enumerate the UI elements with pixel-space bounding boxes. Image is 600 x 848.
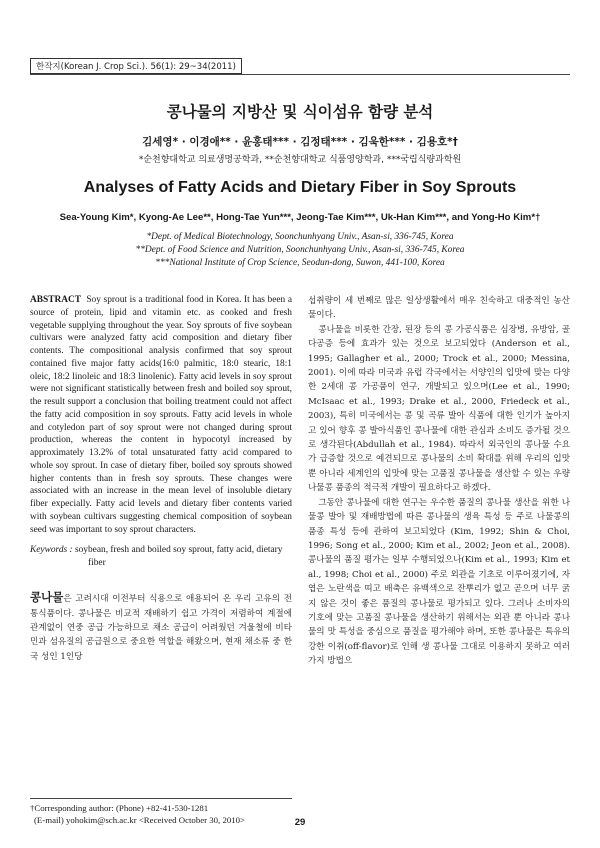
keywords-label: Keywords : (30, 545, 73, 556)
keywords-text: soybean, fresh and boiled soy sprout, fatty acid, dietary fiber (74, 545, 283, 569)
authors-korean: 김세영* · 이경애** · 윤홍태*** · 김정태*** · 김욱한*** · 김용호*† (142, 136, 458, 148)
body-paragraph: 콩나물을 비롯한 간장, 된장 등의 콩 가공식품은 심장병, 유방암, 골다공증 등에 효과가 있는 것으로 보고되었다 (Anderson et al., 1995; Gallagher et al., 2000; Trock et al., 2000; Messina, 2001). 이에 따라 미국과 유럽 각국에서는 서양인의 입맛에 맞는 다양한 2세대 콩 가공품이 연구, 개발되고 있으며(Lee et al., 1990; McIsaac et al., 1993; Drake et al., 2000, Friedeck et al., 2003), 특히 미국에서는 콩 및 곡류 발아 식품에 대한 인기가 높아지고 있어 향후 콩 발아식품인 콩나물에 대한 관심과 소비도 증가될 것으로 생각된다(Abdullah et al., 1984). 따라서 외국인의 콩나물 수요가 급증할 것으로 예견되므로 콩나물의 소비 확대를 위해 우리의 입맛 뿐 아니라 세계인의 입맛에 맞는 고품질 콩나물을 생산할 수 있는 우량 나물콩 품종의 적극적 개발이 필요하다고 하겠다. (308, 324, 570, 494)
footnote-corresponding: †Corresponding author: (Phone) +82-41-530-1281 (30, 803, 209, 813)
right-column (308, 294, 570, 669)
body-paragraph: 그동안 콩나물에 대한 연구는 우수한 품질의 콩나물 생산을 위한 나물콩 발아 및 재배방법에 따른 콩나물의 생육 특성 등 주로 나물콩의 품종 특성 등에 관하여 보고되었다 (Kim, 1992; Shin & Choi, 1996; Song et al., 2000; Kim et al., 2002; Jeon et al., 2008). 콩나물의 품질 평가는 일부 수행되었으나(Kim et al., 1993; Kim et al., 1998; Choi et al., 2000) 주로 외관을 기초로 이루어졌기에, 자엽은 노란색을 띠고 배축은 유백색으로 잔뿌리가 없고 곧으며 너무 굵지 않은 것이 좋은 품질의 콩나물로 평가되고 있다. 그러나 소비자의 기호에 맞는 고품질 콩나물을 생산하기 위해서는 외관 뿐 아니라 콩나물의 맛 특성을 중심으로 품질을 평가해야 하며, 또한 콩나물은 특유의 강한 이취(off-flavor)로 인해 생 콩나물 그대로 이용하지 못하고 여러 가지 방법으 (308, 497, 570, 667)
abstract-label: ABSTRACT (30, 295, 82, 305)
left-column (30, 294, 292, 664)
title-korean: 콩나물의 지방산 및 식이섬유 함량 분석 (166, 103, 434, 121)
title-english: Analyses of Fatty Acids and Dietary Fiber in Soy Sprouts (83, 179, 517, 196)
authors-english: Sea-Young Kim*, Kyong-Ae Lee**, Hong-Tae Yun***, Jeong-Tae Kim***, Uk-Han Kim***, and Yong-Ho Kim*† (59, 212, 541, 223)
footnote-email: (E-mail) yohokim@sch.ac.kr <Received October 30, 2010> (34, 815, 246, 825)
intro-paragraph (30, 590, 292, 664)
abstract-text: Soy sprout is a traditional food in Korea. It has been a source of protein, lipid and vitamin etc. as cooked and fresh vegetable supplying throughout the year. Soy sprouts of five soybean cultivars were analyzed fatty acid composition and dietary fiber contents. The compositional analysis confirmed that soy sprout contained five major fatty acids(16:0 palmitic, 18:0 stearic, 18:1 oleic, 18:2 linoleic and 18:3 linolenic). Fatty acid levels in soy sprout were not significant statistically between fresh and boiled soy sprout, the result support a conclusion that boiling treatment could not affect the fatty acid composition in soy sprouts. Fatty acid levels in whole and cotyledon part of soy sprout were not changed during sprout production, whereas the content in hypocotyl increased by approximately 13.2% of total unsaturated fatty acid compared to whole soy sprout. In case of dietary fiber, boiled soy sprouts showed higher contents than in fresh soy sprouts. These changes were associated with an increase in the mean level of insoluble dietary fiber expecially. Fatty acid levels and dietary fiber contents varied with soybean cultivars suggesting chemical composition of soybean seed was important to soy sprout characters. (30, 295, 293, 535)
footnote-rule (30, 798, 292, 799)
intro-lead-word: 콩나물 (30, 590, 64, 605)
page-number: 29 (294, 817, 306, 828)
affiliation-line: **Dept. of Food Science and Nutrition, Soonchunhyang Univ., Asan-si, 336-745, Korea (135, 245, 465, 255)
keywords (30, 544, 292, 570)
affiliations-korean: *순천향대학교 의료생명공학과, **순천향대학교 식품영양학과, ***국립식량과학원 (138, 155, 462, 165)
abstract (30, 294, 292, 536)
header-rule (30, 74, 570, 75)
affiliation-line: ***National Institute of Crop Science, Seodun-dong, Suwon, 441-100, Korea (155, 258, 445, 268)
body-paragraph: 섭취량이 세 번째로 많은 일상생활에서 매우 친숙하고 대중적인 농산물이다. (308, 296, 570, 321)
affiliations-english (0, 231, 600, 270)
intro-text: 은 고려시대 이전부터 식용으로 애용되어 온 우리 고유의 전통식품이다. 콩나물은 비교적 재배하기 쉽고 가격이 저렴하여 계절에 관계없이 연중 공급 가능하므로 채소 공급이 어려웠던 겨울철에 비타민과 섬유질의 공급원으로 중요한 역할을 해왔으며, 현재 채소류 중 한국 성인 1인당 (30, 594, 292, 662)
journal-citation: 한작지(Korean J. Crop Sci.). 56(1): 29~34(2011) (30, 58, 242, 74)
affiliation-line: *Dept. of Medical Biotechnology, Soonchunhyang Univ., Asan-si, 336-745, Korea (146, 232, 454, 242)
